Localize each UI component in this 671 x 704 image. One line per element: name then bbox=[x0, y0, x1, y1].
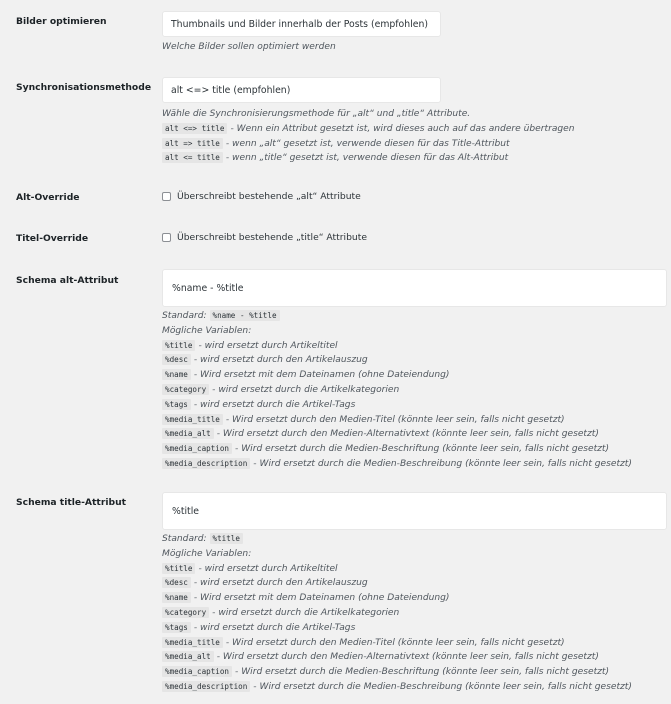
variable-line bbox=[162, 636, 667, 651]
schema-title-description bbox=[162, 532, 667, 695]
titel-override-checkbox-label[interactable]: Überschreibt bestehende „title“ Attribute bbox=[177, 232, 367, 243]
titel-override-checkbox-row[interactable] bbox=[162, 232, 367, 243]
variable-text: - wird ersetzt durch Artikeltitel bbox=[198, 563, 338, 574]
schema-alt-input[interactable]: %name - %title bbox=[162, 269, 667, 307]
variable-code: %media_caption bbox=[162, 666, 232, 677]
variable-line bbox=[162, 442, 667, 457]
alt-override-checkbox-label[interactable]: Überschreibt bestehende „alt“ Attribute bbox=[177, 191, 361, 202]
variable-line bbox=[162, 383, 667, 398]
schema-title-standard bbox=[162, 532, 667, 547]
titel-override-checkbox[interactable] bbox=[162, 233, 171, 242]
variable-line bbox=[162, 413, 667, 428]
schema-alt-vars-label: Mögliche Variablen: bbox=[162, 325, 252, 336]
variable-text: - wird ersetzt durch die Artikelkategorien bbox=[212, 607, 400, 618]
variable-text: - Wird ersetzt durch den Medien-Titel (könnte leer sein, falls nicht gesetzt) bbox=[225, 637, 565, 648]
variable-code: %category bbox=[162, 607, 209, 618]
variable-code: %media_alt bbox=[162, 651, 214, 662]
schema-title-vars-label: Mögliche Variablen: bbox=[162, 548, 252, 559]
sync-option-code: alt <=> title bbox=[162, 123, 227, 134]
variable-code: %media_title bbox=[162, 414, 223, 425]
alt-override-checkbox[interactable] bbox=[162, 192, 171, 201]
variable-text: - Wird ersetzt mit dem Dateinamen (ohne Dateiendung) bbox=[193, 370, 450, 381]
schema-alt-description bbox=[162, 309, 667, 472]
schema-title-input[interactable]: %title bbox=[162, 492, 667, 530]
schema-alt-label: Schema alt-Attribut bbox=[16, 275, 119, 286]
standard-label: Standard: bbox=[162, 534, 207, 544]
alt-override-field bbox=[162, 191, 361, 202]
variable-code: %desc bbox=[162, 577, 191, 588]
bilder-optimieren-field bbox=[162, 11, 441, 55]
variable-text: - Wird ersetzt durch den Medien-Alternativtext (könnte leer sein, falls nicht gesetzt) bbox=[216, 652, 599, 663]
alt-override-label: Alt-Override bbox=[16, 192, 80, 203]
variable-code: %name bbox=[162, 592, 191, 603]
variable-code: %name bbox=[162, 369, 191, 380]
variable-code: %tags bbox=[162, 399, 191, 410]
schema-alt-field bbox=[162, 269, 667, 472]
variable-line bbox=[162, 339, 667, 354]
variable-text: - Wird ersetzt durch die Medien-Beschriftung (könnte leer sein, falls nicht gesetzt) bbox=[235, 667, 610, 678]
schema-title-label: Schema title-Attribut bbox=[16, 497, 127, 508]
variable-text: - wird ersetzt durch die Artikelkategorien bbox=[212, 384, 400, 395]
titel-override-label: Titel-Override bbox=[16, 233, 89, 244]
sync-option-text: - wenn „alt“ gesetzt ist, verwende diesen für das Title-Attribut bbox=[225, 138, 510, 149]
variable-text: - wird ersetzt durch den Artikelauszug bbox=[193, 355, 368, 366]
synchronisationsmethode-select[interactable]: alt <=> title (empfohlen) bbox=[162, 77, 441, 103]
variable-line bbox=[162, 665, 667, 680]
variable-text: - wird ersetzt durch die Artikel-Tags bbox=[193, 399, 356, 410]
variable-line bbox=[162, 650, 667, 665]
variable-code: %title bbox=[162, 563, 195, 574]
variable-line bbox=[162, 576, 667, 591]
sync-option-code: alt <= title bbox=[162, 152, 223, 163]
variable-line bbox=[162, 368, 667, 383]
variable-code: %media_description bbox=[162, 681, 250, 692]
synchronisationsmethode-description bbox=[162, 107, 575, 166]
synchronisationsmethode-label: Synchronisationsmethode bbox=[16, 82, 152, 93]
variable-text: - Wird ersetzt durch den Medien-Alternativtext (könnte leer sein, falls nicht gesetzt) bbox=[216, 429, 599, 440]
schema-title-field bbox=[162, 492, 667, 695]
variable-line bbox=[162, 606, 667, 621]
variable-line bbox=[162, 457, 667, 472]
schema-alt-standard bbox=[162, 309, 667, 324]
variable-code: %media_alt bbox=[162, 428, 214, 439]
variable-line bbox=[162, 398, 667, 413]
bilder-optimieren-description: Welche Bilder sollen optimiert werden bbox=[162, 42, 336, 52]
variable-text: - Wird ersetzt durch den Medien-Titel (könnte leer sein, falls nicht gesetzt) bbox=[225, 414, 565, 425]
variable-line bbox=[162, 562, 667, 577]
variable-code: %media_caption bbox=[162, 443, 232, 454]
bilder-optimieren-select[interactable]: Thumbnails und Bilder innerhalb der Posts (empfohlen) bbox=[162, 11, 441, 37]
variable-text: - wird ersetzt durch den Artikelauszug bbox=[193, 578, 368, 589]
variable-code: %category bbox=[162, 384, 209, 395]
variable-line bbox=[162, 591, 667, 606]
variable-text: - wird ersetzt durch Artikeltitel bbox=[198, 340, 338, 351]
sync-option-text: - Wenn ein Attribut gesetzt ist, wird dieses auch auf das andere übertragen bbox=[230, 123, 575, 134]
variable-line bbox=[162, 427, 667, 442]
variable-code: %title bbox=[162, 340, 195, 351]
variable-line bbox=[162, 680, 667, 695]
standard-code: %title bbox=[210, 533, 243, 544]
standard-code: %name - %title bbox=[210, 310, 280, 321]
standard-label: Standard: bbox=[162, 311, 207, 321]
variable-line bbox=[162, 621, 667, 636]
variable-text: - wird ersetzt durch die Artikel-Tags bbox=[193, 622, 356, 633]
variable-code: %tags bbox=[162, 622, 191, 633]
sync-option-text: - wenn „title“ gesetzt ist, verwende diesen für das Alt-Attribut bbox=[225, 153, 509, 164]
alt-override-checkbox-row[interactable] bbox=[162, 191, 361, 202]
variable-text: - Wird ersetzt durch die Medien-Beschreibung (könnte leer sein, falls nicht gesetzt) bbox=[253, 458, 632, 469]
sync-option-line bbox=[162, 122, 575, 137]
variable-text: - Wird ersetzt mit dem Dateinamen (ohne Dateiendung) bbox=[193, 593, 450, 604]
variable-code: %media_description bbox=[162, 458, 250, 469]
bilder-optimieren-label: Bilder optimieren bbox=[16, 16, 107, 27]
variable-text: - Wird ersetzt durch die Medien-Beschriftung (könnte leer sein, falls nicht gesetzt) bbox=[235, 444, 610, 455]
sync-option-code: alt => title bbox=[162, 138, 223, 149]
sync-option-line bbox=[162, 137, 575, 152]
sync-intro: Wähle die Synchronisierungsmethode für „alt“ und „title“ Attribute. bbox=[162, 109, 471, 119]
variable-code: %media_title bbox=[162, 637, 223, 648]
synchronisationsmethode-field bbox=[162, 77, 575, 166]
variable-code: %desc bbox=[162, 354, 191, 365]
sync-option-line bbox=[162, 151, 575, 166]
variable-line bbox=[162, 353, 667, 368]
variable-text: - Wird ersetzt durch die Medien-Beschreibung (könnte leer sein, falls nicht gesetzt) bbox=[253, 681, 632, 692]
titel-override-field bbox=[162, 232, 367, 243]
